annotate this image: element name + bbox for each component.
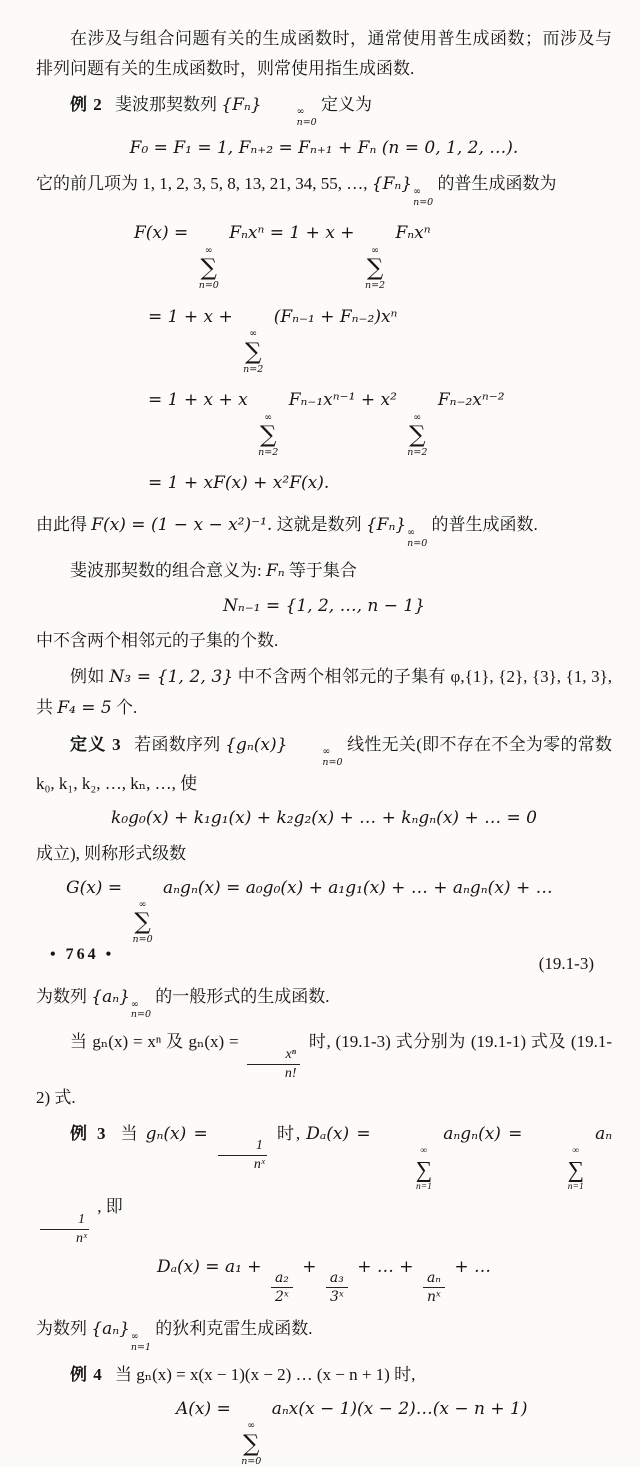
equation-number: (19.1-3) (538, 953, 594, 973)
fraction-numerator: a₃ (326, 1269, 348, 1288)
summation (534, 1146, 584, 1192)
example4-text: 当 gₙ(x) = x(x − 1)(x − 2) … (x − n + 1) 时, (115, 1365, 416, 1385)
summation (243, 329, 263, 375)
sum-lower-limit: n=2 (407, 446, 428, 458)
example2-heading (36, 90, 612, 130)
fraction-denominator: 3ˣ (329, 1289, 344, 1306)
fraction-denominator: n! (284, 1065, 297, 1081)
meaning-cjk: 等于集合 (288, 560, 357, 580)
n3-set: N₃ = {1, 2, 3} (109, 667, 234, 688)
intro-paragraph: 在涉及与组合问题有关的生成函数时，通常使用普生成函数；而涉及与排列问题有关的生成函数时，则常使用指生成函数. (36, 29, 612, 78)
sequence-limits (413, 187, 433, 209)
sigma-icon: ∑ (260, 421, 277, 448)
plus-sign: + (302, 1256, 317, 1277)
fraction (247, 1046, 300, 1083)
eq-lhs: G(x) = (66, 877, 123, 898)
dirichlet-mid: aₙgₙ(x) = (443, 1123, 523, 1144)
example4-heading (36, 1360, 612, 1390)
sum-upper-limit: ∞ (138, 898, 147, 910)
sum-upper-limit: ∞ (264, 411, 273, 423)
page-number: • 764 • (50, 946, 115, 963)
gn-definition: gₙ(x) = (145, 1123, 208, 1144)
summation (407, 413, 427, 459)
fibonacci-sequence-symbol (371, 173, 434, 208)
fraction-denominator: nˣ (253, 1157, 265, 1173)
fraction-numerator: a₂ (271, 1269, 293, 1288)
an-sequence-symbol (91, 1319, 152, 1354)
eq-mid: Fₙxⁿ = 1 + x + (229, 223, 355, 244)
dirichlet-an: aₙ (595, 1123, 613, 1144)
summation (258, 413, 278, 459)
sigma-icon: ∑ (567, 1156, 584, 1182)
fraction-numerator: 1 (218, 1137, 267, 1156)
sum-upper-limit: ∞ (413, 411, 422, 423)
fibonacci-definition-equation: F₀ = F₁ = 1, Fₙ₊₂ = Fₙ₊₁ + Fₙ (n = 0, 1, 2, …). (129, 138, 519, 159)
sum-upper-limit: ∞ (247, 1420, 256, 1432)
eq-end: Fₙxⁿ (395, 223, 431, 244)
sequence-limits (131, 1000, 151, 1022)
sum-upper-limit: ∞ (572, 1146, 580, 1157)
sequence-body: {Fₙ} (221, 94, 262, 115)
sum-lower-limit: n=1 (415, 1181, 432, 1192)
definition3-paragraph (36, 730, 612, 799)
sequence-upper-limit: ∞ (322, 746, 331, 758)
dirichlet-description (36, 1314, 612, 1354)
fraction-denominator: nˣ (76, 1230, 87, 1246)
subset-count-line: 中不含两个相邻元的子集的个数. (36, 631, 279, 651)
sigma-icon: ∑ (409, 421, 426, 448)
fn-symbol: Fₙ (265, 560, 285, 581)
definition3-cjk: 若函数序列 (134, 734, 221, 754)
conclusion-line (36, 510, 612, 550)
example4-label: 例 4 (70, 1365, 103, 1385)
terms-pre-text: 它的前几项为 1, 1, 2, 3, 5, 8, 13, 21, 34, 55, …, (36, 173, 368, 193)
conclusion-cjk: 由此得 (36, 515, 87, 535)
terms-post-text: 的普生成函数为 (437, 173, 557, 193)
dirichlet-lhs: Dₐ(x) = (306, 1123, 371, 1144)
f4-value: F₄ = 5 (57, 697, 112, 718)
generating-function-derivation (36, 222, 612, 496)
sum-lower-limit: n=0 (132, 934, 153, 946)
eq-lhs: Dₐ(x) = a₁ + (157, 1256, 262, 1277)
description-cjk: 的狄利克雷生成函数. (155, 1319, 313, 1339)
summation (365, 246, 385, 292)
fraction (271, 1269, 293, 1306)
sequence-lower-limit: n=0 (322, 757, 343, 769)
example2-pre-text: 斐波那契数列 (115, 94, 217, 114)
eq-end: (Fₙ₋₁ + Fₙ₋₂)xⁿ (273, 306, 398, 327)
sequence-body: {Fₙ} (371, 173, 413, 194)
example-cjk: 中不含两个相邻元的子集有 φ,{1}, {2}, {3}, {1, 3}, 共 (36, 667, 613, 717)
sequence-limits (263, 107, 317, 129)
example-cjk: 个. (115, 697, 138, 717)
conclusion-cjk: 这就是数列 (276, 515, 362, 535)
sum-lower-limit: n=0 (241, 1455, 262, 1467)
sum-lower-limit: n=1 (567, 1181, 584, 1192)
sequence-lower-limit: n=0 (130, 1009, 152, 1021)
eq-rhs: aₙgₙ(x) = a₀g₀(x) + a₁g₁(x) + … + aₙgₙ(x) + … (163, 877, 553, 898)
example-cjk: 例如 (70, 667, 105, 687)
sum-lower-limit: n=2 (258, 446, 279, 458)
closed-form-expression: F(x) = (1 − x − x²)⁻¹. (91, 515, 273, 536)
gn-sequence-symbol (225, 734, 343, 769)
sum-upper-limit: ∞ (249, 328, 258, 340)
example2-post-text: 定义为 (320, 94, 372, 114)
derivation-line-2 (36, 306, 612, 375)
sequence-upper-limit: ∞ (130, 1331, 139, 1343)
example3-cjk: 当 (120, 1123, 140, 1143)
fibonacci-sequence-symbol (365, 515, 428, 549)
fraction (40, 1211, 89, 1248)
sequence-lower-limit: n=0 (407, 537, 428, 549)
combinatorial-meaning-line (36, 556, 612, 587)
fraction-numerator: xⁿ (247, 1046, 300, 1065)
derivation-line-1 (36, 222, 612, 291)
trailing-ellipsis: + … (454, 1256, 491, 1277)
sum-lower-limit: n=0 (198, 280, 219, 292)
conclusion-cjk: 的普生成函数. (431, 515, 538, 535)
special-cases-post: 时, (19.1-3) 式分别为 (19.1-1) 式及 (19.1-2) 式. (36, 1032, 612, 1108)
fraction-numerator: aₙ (423, 1269, 445, 1288)
fraction-numerator: 1 (40, 1211, 89, 1230)
summation (241, 1421, 261, 1467)
sequence-limits (407, 528, 427, 550)
sum-upper-limit: ∞ (420, 1146, 428, 1157)
special-cases-pre: 当 gₙ(x) = xⁿ 及 gₙ(x) = (70, 1032, 239, 1052)
special-cases-line (36, 1027, 612, 1112)
sum-lower-limit: n=2 (243, 363, 264, 375)
eq-lhs: A(x) = (176, 1398, 231, 1419)
sequence-upper-limit: ∞ (407, 526, 416, 538)
sequence-upper-limit: ∞ (296, 106, 305, 118)
example3-cjk: 时, (276, 1123, 301, 1143)
sigma-icon: ∑ (245, 338, 262, 365)
sigma-icon: ∑ (415, 1156, 433, 1182)
fraction (326, 1269, 348, 1306)
eq-lhs: F(x) = (134, 223, 189, 244)
eq-rhs: aₙx(x − 1)(x − 2)…(x − n + 1) (271, 1398, 528, 1419)
sum-upper-limit: ∞ (371, 244, 379, 256)
set-definition-equation: Nₙ₋₁ = {1, 2, …, n − 1} (222, 595, 426, 616)
sequence-body: {aₙ} (91, 986, 130, 1007)
example3-label: 例 3 (70, 1123, 107, 1143)
sequence-body: {aₙ} (91, 1319, 130, 1340)
fibonacci-sequence-symbol (221, 94, 317, 129)
example2-label: 例 2 (70, 94, 103, 114)
sequence-body: {gₙ(x)} (225, 734, 288, 755)
sequence-upper-limit: ∞ (130, 998, 139, 1010)
a-of-x-equation (36, 1398, 612, 1467)
description-cjk: 为数列 (36, 986, 87, 1006)
sigma-icon: ∑ (366, 255, 384, 282)
plus-ellipsis: + … + (357, 1256, 414, 1277)
sequence-lower-limit: n=0 (296, 117, 317, 129)
sequence-limits (288, 747, 342, 769)
definition3-label: 定义 3 (70, 734, 122, 754)
fraction (218, 1137, 267, 1174)
eq-end: Fₙ₋₂xⁿ⁻² (437, 390, 505, 411)
sum-upper-limit: ∞ (204, 244, 213, 256)
sequence-body: {Fₙ} (365, 515, 407, 536)
summation (199, 246, 219, 292)
meaning-cjk: 斐波那契数的组合意义为: (70, 560, 262, 580)
sigma-icon: ∑ (200, 255, 217, 282)
fraction-denominator: nˣ (426, 1289, 441, 1306)
sequence-limits (131, 1332, 151, 1354)
general-gf-equation (36, 877, 612, 946)
eq-pre: = 1 + x + (148, 306, 233, 327)
eq-pre: = 1 + x + x (148, 390, 248, 411)
example3-cjk: , 即 (97, 1197, 123, 1217)
summation (382, 1146, 432, 1192)
sequence-upper-limit: ∞ (413, 185, 421, 197)
dirichlet-series-equation (36, 1256, 612, 1307)
sigma-icon: ∑ (134, 909, 151, 936)
linear-combination-equation: k₀g₀(x) + k₁g₁(x) + k₂g₂(x) + … + kₙgₙ(x) + … = 0 (111, 807, 537, 828)
derivation-line-4: = 1 + xF(x) + x²F(x). (148, 473, 330, 494)
sequence-lower-limit: n=1 (130, 1342, 152, 1354)
description-cjk: 的一般形式的生成函数. (155, 986, 330, 1006)
an-sequence-symbol (91, 986, 152, 1021)
eq-mid: Fₙ₋₁xⁿ⁻¹ + x² (288, 390, 397, 411)
derivation-line-3 (36, 389, 612, 458)
fraction (423, 1269, 445, 1306)
fraction-denominator: 2ˣ (274, 1289, 289, 1306)
example-n3-line (36, 662, 612, 724)
description-cjk: 为数列 (36, 1319, 87, 1339)
sequence-lower-limit: n=0 (413, 196, 434, 208)
definition3-cjk: 线性无关(即不存在不全为零的常数 k₀, k₁, k₂, …, kₙ, …, 使 (36, 734, 613, 794)
sigma-icon: ∑ (243, 1430, 260, 1457)
example3-heading (36, 1119, 612, 1248)
formal-series-line: 成立), 则称形式级数 (36, 843, 187, 863)
summation (133, 900, 153, 946)
sum-lower-limit: n=2 (364, 280, 386, 292)
fibonacci-terms-line (36, 169, 612, 209)
